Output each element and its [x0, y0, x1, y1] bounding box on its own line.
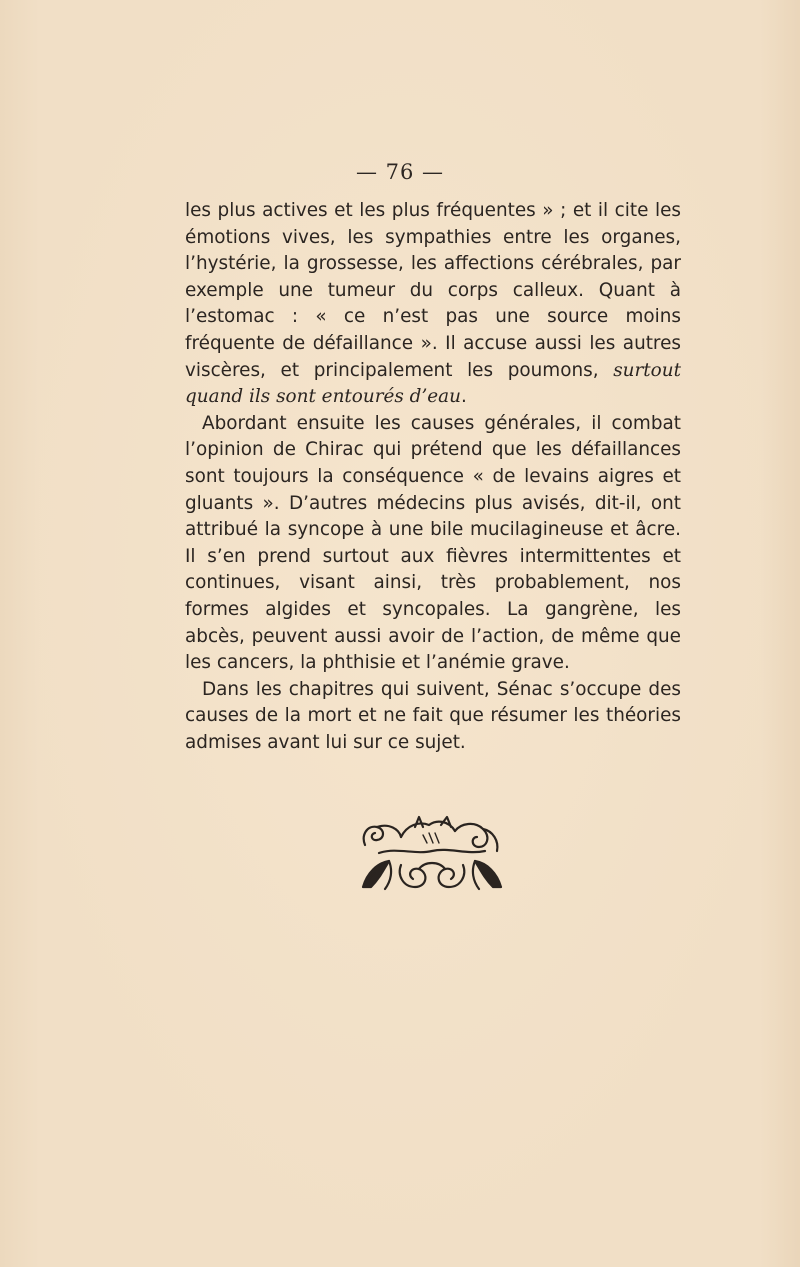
paragraph-1-end: . [461, 386, 467, 408]
paragraph-1 [185, 198, 681, 411]
paragraph-3: Dans les chapitres qui suivent, Sénac s’occupe des causes de la mort et ne fait que résumer les théories admises avant lui sur ce sujet. [185, 678, 681, 753]
paragraph-2: Abordant ensuite les causes générales, il combat l’opinion de Chirac qui prétend que les défaillances sont toujours la conséquence « de levains aigres et gluants ». D’autres médecins plus avisés, dit-il, ont attribué la syncope à une bile mucilagineuse et âcre. Il s’en prend surtout aux fièvres intermittentes et continues, visant ainsi, très probablement, nos formes algides et syncopales. La gangrène, les abcès, peuvent aussi avoir de l’action, de même que les cancers, la phthisie et l’anémie grave. [185, 412, 681, 674]
paragraph-1-italic: surtout quand ils sont entourés d’eau [185, 359, 681, 408]
paragraph-1-text: les plus actives et les plus fréquentes » ; et il cite les émotions vives, les sympathies entre les organes, l’hystérie, la grossesse, les affections cérébrales, par exemple une tumeur du corps calleux. Quant à l’estomac : « ce n’est pas une source moins fréquente de défaillance ». Il accuse aussi les autres viscères, et principalement les poumons, [185, 200, 681, 381]
body-text [185, 198, 681, 756]
page-number: — 76 — [355, 160, 445, 184]
floral-vignette-icon [357, 815, 507, 893]
